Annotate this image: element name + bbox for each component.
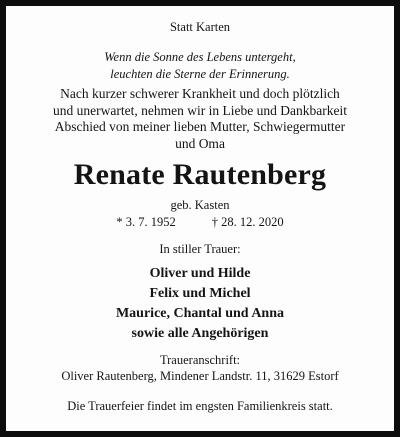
intro-text <box>6 86 394 152</box>
motto-line: Wenn die Sonne des Lebens untergeht, <box>104 50 296 64</box>
funeral-note: Die Trauerfeier findet im engsten Familienkreis statt. <box>67 399 333 413</box>
mourner-entry: Felix und Michel <box>149 286 251 301</box>
mourners-list <box>6 264 394 344</box>
death-date: † 28. 12. 2020 <box>211 215 284 229</box>
mourner-entry: Maurice, Chantal und Anna <box>115 306 285 321</box>
mourning-address: Oliver Rautenberg, Mindener Landstr. 11, 31629 Estorf <box>61 369 339 383</box>
life-dates <box>6 215 394 230</box>
header-statt-karten: Statt Karten <box>169 20 231 34</box>
obituary-notice <box>6 6 394 431</box>
address-label: Traueranschrift: <box>159 353 241 367</box>
birth-date: * 3. 7. 1952 <box>116 215 176 229</box>
mourning-label: In stiller Trauer: <box>159 242 241 256</box>
mourner-entry: sowie alle Angehörigen <box>131 326 269 341</box>
intro-line: und Oma <box>175 135 225 151</box>
motto-quote <box>6 49 394 83</box>
deceased-name: Renate Rautenberg <box>73 158 327 191</box>
intro-line: und unerwartet, nehmen wir in Liebe und Dankbarkeit <box>53 102 347 118</box>
motto-line: leuchten die Sterne der Erinnerung. <box>110 67 290 81</box>
intro-line: Nach kurzer schwerer Krankheit und doch plötzlich <box>60 86 340 101</box>
mourner-entry: Oliver und Hilde <box>149 266 251 281</box>
intro-line: Abschied von meiner lieben Mutter, Schwiegermutter <box>54 119 346 135</box>
birth-name: geb. Kasten <box>170 198 230 212</box>
